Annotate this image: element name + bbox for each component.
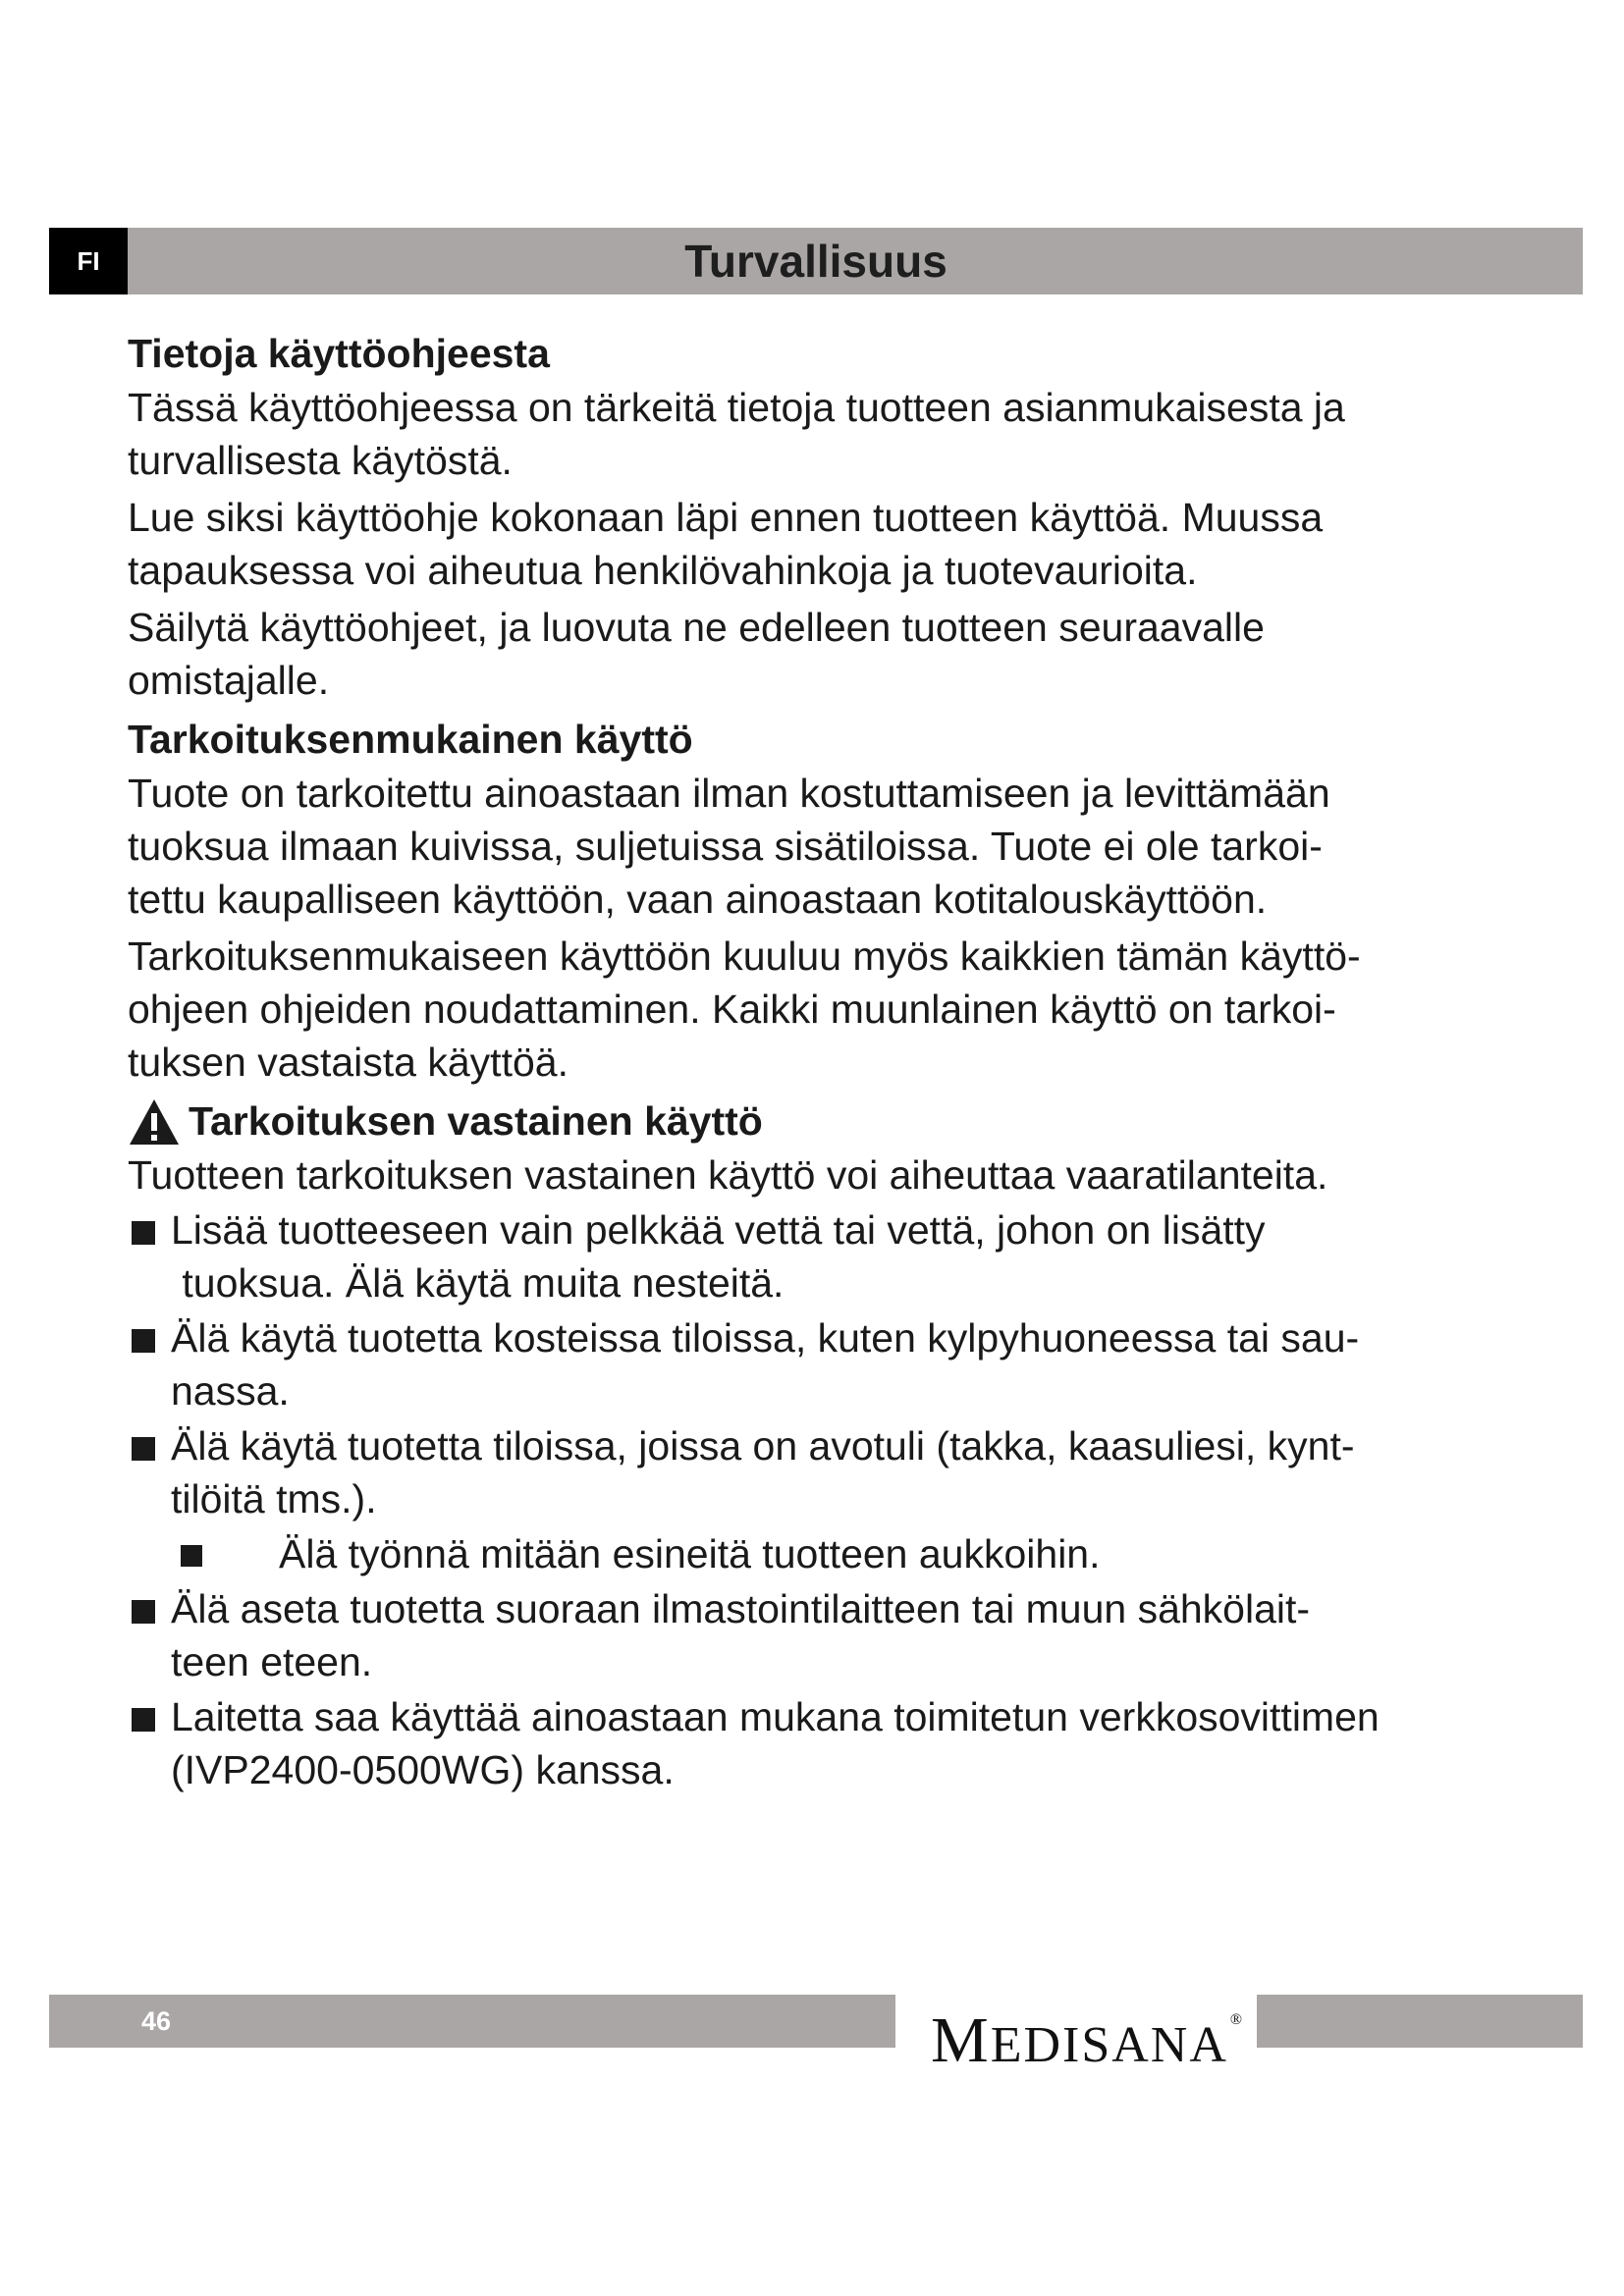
bullet-square-icon [132,1329,155,1353]
page-title: Turvallisuus [684,236,947,287]
list-item: Älä aseta tuotetta suoraan ilmastointilaitteen tai muun sähkölait- teen eteen. [128,1582,1522,1688]
paragraph: Tarkoituksenmukaiseen käyttöön kuuluu myös kaikkien tämän käyttö- ohjeen ohjeiden noudattaminen. Kaikki muunlainen käyttö on tarkoi- tuksen vastaista käyttöä. [128,934,1361,1085]
list-item: Laitetta saa käyttää ainoastaan mukana toimitetun verkkosovittimen (IVP2400-0500WG) kanssa. [128,1690,1522,1796]
bullet-square-icon [181,1545,202,1567]
list-item: Älä käytä tuotetta kosteissa tiloissa, kuten kylpyhuoneessa tai sau- nassa. [128,1311,1522,1417]
section-heading-intended: Tarkoituksenmukainen käyttö [128,717,693,762]
warning-heading [128,1095,1522,1148]
paragraph: Säilytä käyttöohjeet, ja luovuta ne edelleen tuotteen seuraavalle omistajalle. [128,605,1265,703]
page-number: 46 [141,2006,172,2036]
bullet-list [128,1203,1522,1796]
footer-bar-right [1257,1995,1583,2048]
section-heading-misuse: Tarkoituksen vastainen käyttö [189,1098,763,1144]
paragraph: Tuote on tarkoitettu ainoastaan ilman kostuttamiseen ja levittämään tuoksua ilmaan kuivissa, suljetuissa sisätiloissa. Tuote ei ole tarkoi- tettu kaupalliseen käyttöön, vaan ainoastaan kotitalouskäyttöön. [128,771,1330,922]
bullet-square-icon [132,1600,155,1624]
list-item: Älä työnnä mitään esineitä tuotteen aukkoihin. [128,1527,1522,1580]
footer-bar-left [49,1995,895,2048]
paragraph: Tuotteen tarkoituksen vastainen käyttö voi aiheuttaa vaaratilanteita. [128,1152,1328,1198]
list-item: Älä käytä tuotetta tiloissa, joissa on avotuli (takka, kaasuliesi, kynt- tilöitä tms.). [128,1419,1522,1525]
paragraph: Tässä käyttöohjeessa on tärkeitä tietoja tuotteen asianmukaisesta ja turvallisesta käytöstä. [128,385,1345,483]
list-item: Lisää tuotteeseen vain pelkkää vettä tai vettä, johon on lisätty tuoksua. Älä käytä muita nesteitä. [128,1203,1522,1309]
bullet-square-icon [132,1437,155,1461]
language-tag: FI [49,228,128,294]
content [128,327,1522,1796]
bullet-square-icon [132,1221,155,1245]
brand-logo: MEDISANA ® [931,2004,1245,2076]
paragraph: Lue siksi käyttöohje kokonaan läpi ennen tuotteen käyttöä. Muussa tapauksessa voi aiheutua henkilövahinkoja ja tuotevaurioita. [128,495,1324,593]
section-heading-about: Tietoja käyttöohjeesta [128,331,550,376]
bullet-square-icon [132,1708,155,1732]
warning-icon [128,1097,181,1147]
